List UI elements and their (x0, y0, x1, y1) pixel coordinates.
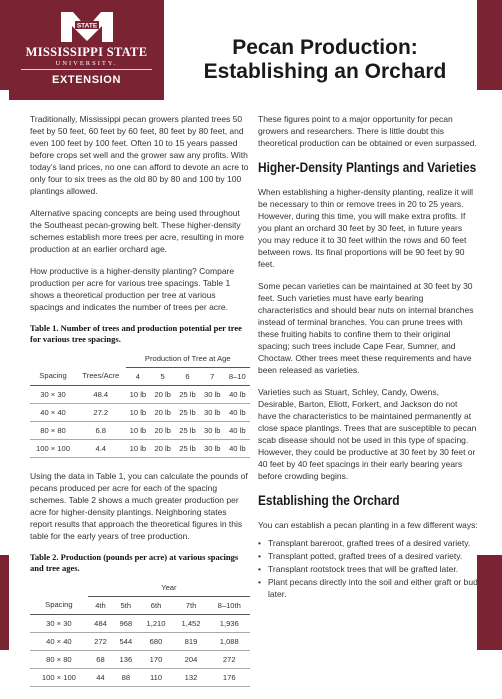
msu-extension-logo (9, 0, 164, 100)
opportunity-paragraph: These figures point to a major opportunity for pecan growers and researchers. There is little doubt this theoretical production can be obtained or even surpassed. (258, 114, 477, 148)
table-row (30, 404, 250, 422)
establishing-methods-list (258, 537, 478, 600)
table-cell: 10 lb (126, 440, 151, 458)
table-cell: 30 × 30 (30, 615, 88, 633)
table-cell: 100 × 100 (30, 669, 88, 687)
table-row (30, 422, 250, 440)
table-cell: 680 (139, 633, 174, 651)
table-cell: 25 lb (175, 422, 200, 440)
table-cell: 10 lb (126, 422, 151, 440)
table1 (30, 350, 250, 458)
table-cell: 136 (113, 651, 138, 669)
table-cell: 30 lb (200, 422, 225, 440)
table2-header: 6th (139, 597, 174, 615)
varieties-paragraph: Some pecan varieties can be maintained at 30 feet by 30 feet. Such varieties must have early bearing characteristics and should bear nuts on internal branches instead of terminal branches. You can prune trees with these fruiting habits to confine them to their original spacing; such trees include Cape Fear, Sumner, and Choctaw. Other trees meet these requirements and have been released as varieties. (258, 281, 474, 375)
establishing-intro-paragraph: You can establish a pecan planting in a few different ways: (258, 520, 478, 530)
spacing-concepts-paragraph: Alternative spacing concepts are being used throughout the Southeast pecan-growing belt. These higher-density schemes establish more trees per acre, resulting in more production at an earlier orchard age. (30, 208, 245, 254)
table-cell: 100 × 100 (30, 440, 76, 458)
table1-header: 6 (175, 368, 200, 386)
table-cell: 44 (88, 669, 113, 687)
list-item: • Transplant potted, grafted trees of a desired variety. (258, 550, 478, 562)
table1-header: Trees/Acre (76, 368, 125, 386)
table-cell: 68 (88, 651, 113, 669)
table-cell: 88 (113, 669, 138, 687)
right-column (258, 113, 478, 601)
logo-divider (21, 69, 152, 70)
table-cell: 25 lb (175, 386, 200, 404)
table1-header: Spacing (30, 368, 76, 386)
table2-group-header: Year (88, 579, 250, 597)
table-cell: 20 lb (150, 386, 175, 404)
table-cell: 80 × 80 (30, 422, 76, 440)
table-cell: 484 (88, 615, 113, 633)
table-cell: 176 (209, 669, 250, 687)
table1-caption: Table 1. Number of trees and production potential per tree for various tree spacings. (30, 323, 242, 344)
table2-header: 5th (113, 597, 138, 615)
table-row (30, 440, 250, 458)
msu-m-logo-icon (57, 10, 117, 44)
table-cell: 10 lb (126, 404, 151, 422)
logo-university-sub: UNIVERSITY. (55, 60, 118, 67)
table-cell: 40 lb (225, 422, 250, 440)
table2-header: Spacing (30, 597, 88, 615)
table-cell: 80 × 80 (30, 651, 88, 669)
table-cell: 25 lb (175, 404, 200, 422)
table-cell: 544 (113, 633, 138, 651)
table-cell: 1,210 (139, 615, 174, 633)
table-cell: 20 lb (150, 422, 175, 440)
table-cell: 30 lb (200, 404, 225, 422)
table-row (30, 615, 250, 633)
logo-state-text: STATE (76, 22, 97, 30)
page-title (175, 36, 475, 84)
table-cell: 6.8 (76, 422, 125, 440)
unsuitable-varieties-paragraph: Varieties such as Stuart, Schley, Candy, Owens, Desirable, Barton, Eliott, Forkert, and Jackson do not have the characteristics to be maintained permanently at close space plantings. Trees that are susceptible to pecan scab disease should not be used in this type of spacing. However, they could be productive at 30 feet by 30 feet or 40 feet by 40 feet spacings in their early bearing years before crowding begins. (258, 387, 477, 481)
table-cell: 1,452 (174, 615, 209, 633)
table1-header: 7 (200, 368, 225, 386)
table-cell: 30 lb (200, 440, 225, 458)
table2-header: 7th (174, 597, 209, 615)
table-cell: 1,936 (209, 615, 250, 633)
list-item: • Transplant bareroot, grafted trees of a desired variety. (258, 537, 478, 549)
logo-extension-label: EXTENSION (52, 74, 121, 86)
table-cell: 40 × 40 (30, 404, 76, 422)
list-item: • Plant pecans directly into the soil and either graft or bud later. (258, 576, 478, 600)
table-cell: 10 lb (126, 386, 151, 404)
right-bottom-accent-bar (477, 555, 502, 650)
intro-paragraph: Traditionally, Mississippi pecan growers planted trees 50 feet by 50 feet, 60 feet by 60 feet, 80 feet by 80 feet, and even 100 feet by 100 feet. Often 10 to 15 years passed before crops set well and the grower saw any profits. With today’s land prices, no one can afford to devote an acre to only four to six trees as the old 80 by 80 and 100 by 100 plantings allowed. (30, 114, 249, 196)
section-heading-establishing: Establishing the Orchard (258, 492, 400, 508)
table2-header: 8–10th (209, 597, 250, 615)
table-cell: 20 lb (150, 440, 175, 458)
table1-header: 5 (150, 368, 175, 386)
table-cell: 272 (88, 633, 113, 651)
table-cell: 40 lb (225, 404, 250, 422)
logo-university-name: MISSISSIPPI STATE (25, 45, 148, 59)
table-cell: 25 lb (175, 440, 200, 458)
table-cell: 40 lb (225, 440, 250, 458)
table2-header: 4th (88, 597, 113, 615)
left-bottom-accent-bar (0, 555, 9, 650)
table1-header: 4 (126, 368, 151, 386)
list-item: • Transplant rootstock trees that will be grafted later. (258, 563, 478, 575)
table-cell: 48.4 (76, 386, 125, 404)
table-cell: 40 lb (225, 386, 250, 404)
table-cell: 30 × 30 (30, 386, 76, 404)
table-cell: 819 (174, 633, 209, 651)
table1-header: 8–10 (225, 368, 250, 386)
table-cell: 1,088 (209, 633, 250, 651)
left-column (30, 113, 250, 699)
productivity-paragraph: How productive is a higher-density planting? Compare production per acre for various tree spacings. Table 1 shows a theoretical production per tree at various spacings and indicates the number of trees per acre. (30, 266, 235, 312)
right-accent-bar (477, 0, 502, 90)
table-cell: 132 (174, 669, 209, 687)
table1-group-header: Production of Tree at Age (126, 350, 251, 368)
left-accent-bar (0, 0, 9, 90)
table-usage-paragraph: Using the data in Table 1, you can calculate the pounds of pecans produced per acre for each of the spacing schemes. Table 2 shows a much greater production per acre for higher-density plantings. Neighboring states report results that approach the theoretical figures in this table for the early years of tree production. (30, 471, 248, 541)
higher-density-paragraph: When establishing a higher-density planting, realize it will be necessary to thin or remove trees in 20 to 25 years. However, during this time, you will make extra profits. If you plant an orchard 30 feet by 30 feet, in future years you may reduce it to 30 feet within the rows and 60 feet between rows. Its final proportions will be 90 feet by 90 feet. (258, 187, 473, 269)
table-cell: 272 (209, 651, 250, 669)
table-cell: 4.4 (76, 440, 125, 458)
table-row (30, 651, 250, 669)
table-cell: 110 (139, 669, 174, 687)
table2 (30, 579, 250, 687)
table-row (30, 386, 250, 404)
section-heading-higher-density: Higher-Density Plantings and Varieties (258, 159, 477, 175)
title-line-1: Pecan Production: (232, 36, 418, 59)
table-cell: 170 (139, 651, 174, 669)
table-cell: 20 lb (150, 404, 175, 422)
table-cell: 968 (113, 615, 138, 633)
table-row (30, 633, 250, 651)
table-cell: 40 × 40 (30, 633, 88, 651)
table-cell: 27.2 (76, 404, 125, 422)
table2-caption: Table 2. Production (pounds per acre) at various spacings and tree ages. (30, 552, 239, 573)
title-line-2: Establishing an Orchard (203, 60, 447, 83)
table-row (30, 669, 250, 687)
table-cell: 204 (174, 651, 209, 669)
table-cell: 30 lb (200, 386, 225, 404)
